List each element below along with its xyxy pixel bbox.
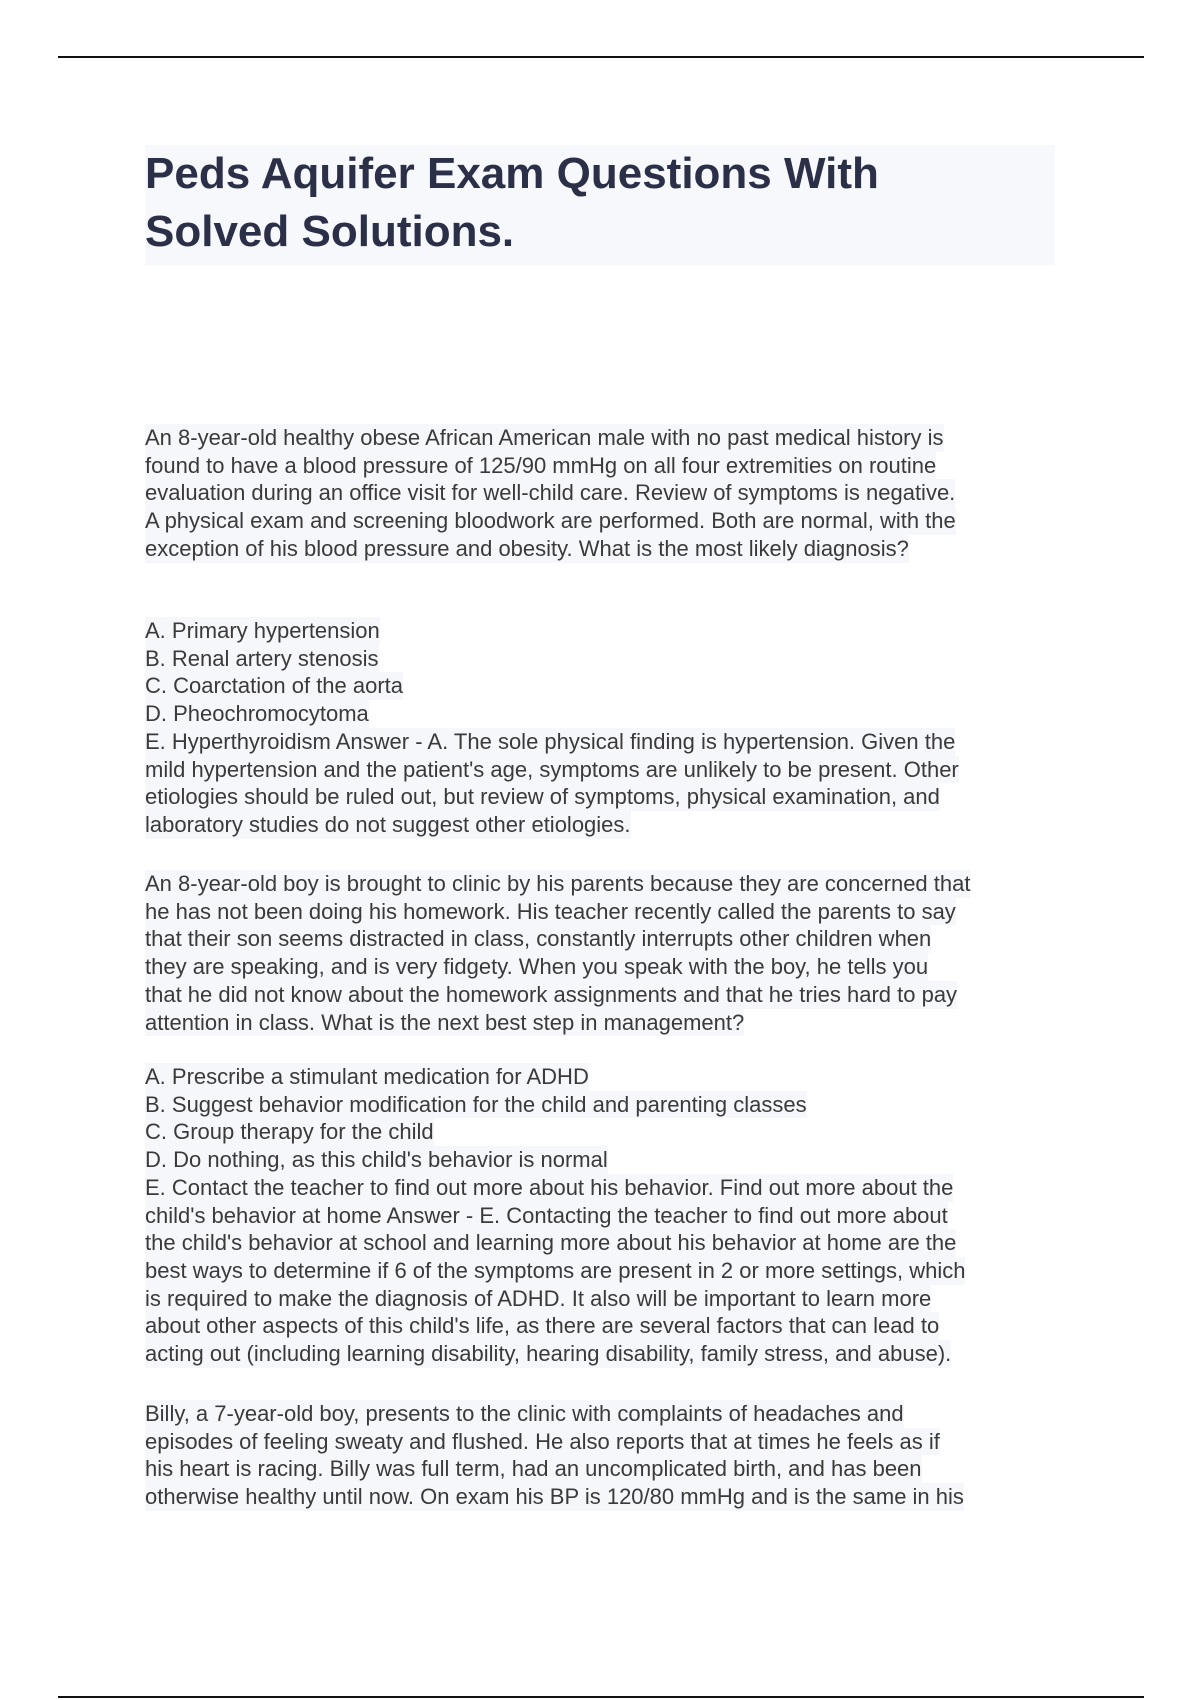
answer-line: acting out (including learning disability, hearing disability, family stress, and abuse).: [145, 1341, 952, 1367]
option-line: C. Coarctation of the aorta: [145, 673, 404, 699]
question-1-options: [145, 617, 1055, 839]
text-line: he has not been doing his homework. His teacher recently called the parents to say: [145, 898, 956, 924]
text-line: An 8-year-old healthy obese African American male with no past medical history is: [145, 425, 944, 450]
header-rule: [58, 56, 1144, 58]
text-line: that their son seems distracted in class, constantly interrupts other children when: [145, 926, 932, 952]
text-line: that he did not know about the homework assignments and that he tries hard to pay: [145, 981, 958, 1007]
option-line: B. Suggest behavior modification for the child and parenting classes: [145, 1091, 807, 1117]
answer-line: laboratory studies do not suggest other etiologies.: [145, 811, 631, 837]
option-line: D. Pheochromocytoma: [145, 701, 369, 727]
text-line: found to have a blood pressure of 125/90 mmHg on all four extremities on routine: [145, 452, 937, 478]
answer-line: the child's behavior at school and learning more about his behavior at home are the: [145, 1230, 957, 1256]
answer-line: best ways to determine if 6 of the symptoms are present in 2 or more settings, which: [145, 1257, 966, 1283]
text-line: his heart is racing. Billy was full term, had an uncomplicated birth, and has been: [145, 1456, 922, 1482]
option-line: A. Prescribe a stimulant medication for ADHD: [145, 1064, 589, 1089]
page-title: [145, 145, 1055, 261]
answer-line: is required to make the diagnosis of ADHD. It also will be important to learn more: [145, 1285, 932, 1311]
question-2-stem: [145, 870, 1055, 1036]
title-line: Peds Aquifer Exam Questions With: [145, 149, 879, 198]
option-line: D. Do nothing, as this child's behavior is normal: [145, 1147, 608, 1173]
title-block: [145, 145, 1055, 265]
footer-rule: [58, 1696, 1144, 1698]
option-line: B. Renal artery stenosis: [145, 645, 379, 671]
option-line: C. Group therapy for the child: [145, 1119, 434, 1145]
text-line: otherwise healthy until now. On exam his BP is 120/80 mmHg and is the same in his: [145, 1484, 964, 1510]
question-1-stem: [145, 424, 1055, 563]
answer-line: child's behavior at home Answer - E. Contacting the teacher to find out more about: [145, 1202, 948, 1228]
text-line: A physical exam and screening bloodwork are performed. Both are normal, with the: [145, 508, 956, 534]
text-line: exception of his blood pressure and obesity. What is the most likely diagnosis?: [145, 535, 909, 561]
text-line: they are speaking, and is very fidgety. When you speak with the boy, he tells you: [145, 954, 929, 980]
option-line: A. Primary hypertension: [145, 618, 380, 643]
answer-line: about other aspects of this child's life, as there are several factors that can lead to: [145, 1313, 940, 1339]
text-line: evaluation during an office visit for well-child care. Review of symptoms is negative.: [145, 480, 956, 506]
text-line: Billy, a 7-year-old boy, presents to the clinic with complaints of headaches and: [145, 1401, 904, 1426]
answer-line: etiologies should be ruled out, but review of symptoms, physical examination, and: [145, 784, 940, 810]
question-2-options: [145, 1063, 1055, 1368]
text-line: episodes of feeling sweaty and flushed. He also reports that at times he feels as if: [145, 1428, 940, 1454]
title-line: Solved Solutions.: [145, 207, 515, 256]
answer-line: mild hypertension and the patient's age, symptoms are unlikely to be present. Other: [145, 756, 959, 782]
question-3-stem: [145, 1400, 1055, 1511]
text-line: An 8-year-old boy is brought to clinic by his parents because they are concerned that: [145, 871, 971, 896]
answer-line: E. Hyperthyroidism Answer - A. The sole physical finding is hypertension. Given the: [145, 728, 956, 754]
text-line: attention in class. What is the next best step in management?: [145, 1009, 745, 1035]
answer-line: E. Contact the teacher to find out more about his behavior. Find out more about the: [145, 1174, 954, 1200]
